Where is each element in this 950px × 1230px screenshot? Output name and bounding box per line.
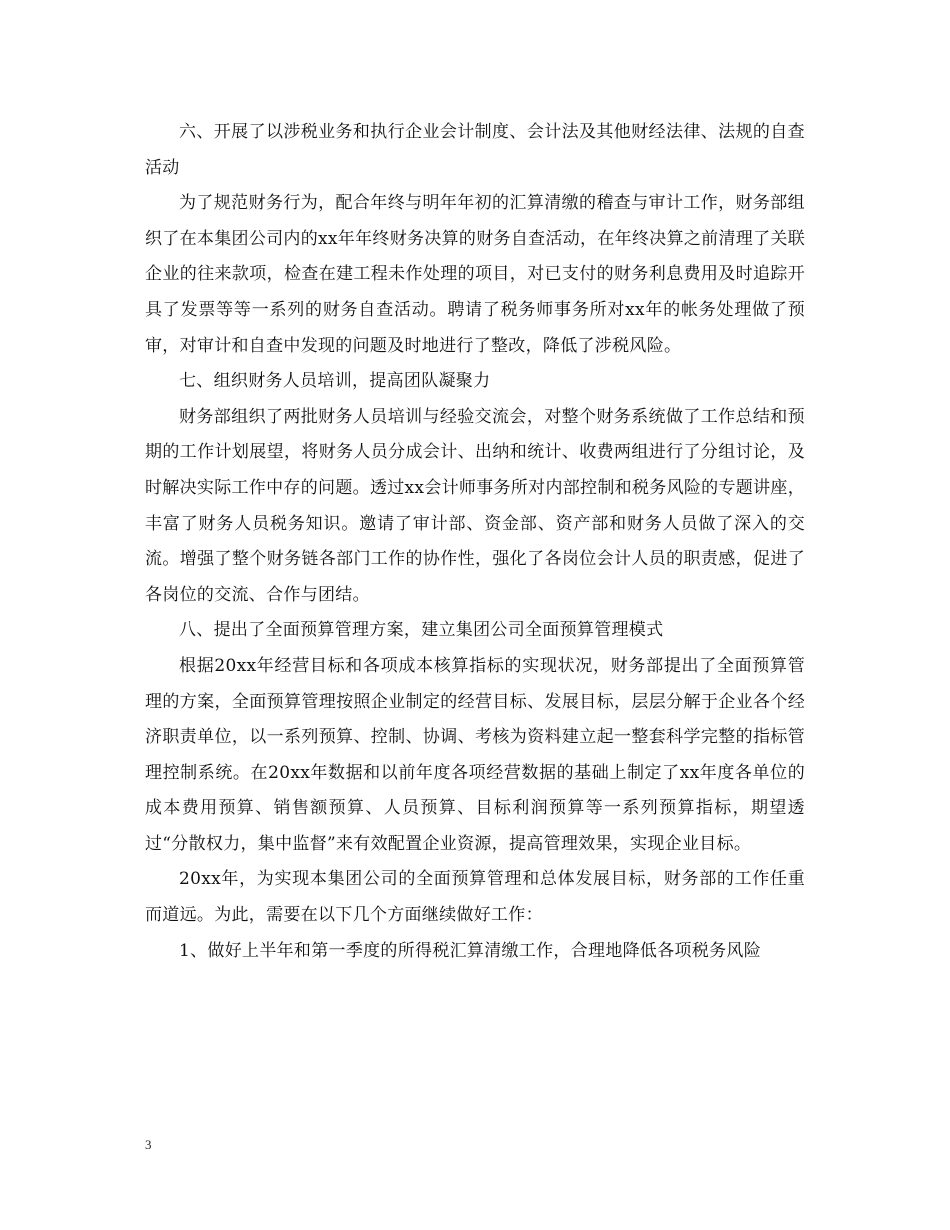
section-heading-6: 六、开展了以涉税业务和执行企业会计制度、会计法及其他财经法律、法规的自查活动 bbox=[145, 122, 805, 178]
page-number: 3 bbox=[145, 1137, 152, 1152]
paragraph-self-inspection: 为了规范财务行为，配合年终与明年年初的汇算清缴的稽查与审计工作，财务部组织了在本集团公司内的xx年年终财务决算的财务自查活动，在年终决算之前清理了关联企业的往来款项，检查在建工程未作处理的项目，对已支付的财务利息费用及时追踪开具了发票等等一系列的财务自查活动。聘请了税务师事务所对xx年的帐务处理做了预审，对审计和自查中发现的问题及时地进行了整改，降低了涉税风险。 bbox=[145, 193, 805, 356]
section-heading-7: 七、组织财务人员培训，提高团队凝聚力 bbox=[179, 371, 491, 392]
paragraph-training: 财务部组织了两批财务人员培训与经验交流会，对整个财务系统做了工作总结和预期的工作计划展望，将财务人员分成会计、出纳和统计、收费两组进行了分组讨论，及时解决实际工作中存的问题。透过xx会计师事务所对内部控制和税务风险的专题讲座，丰富了财务人员税务知识。邀请了审计部、资金部、资产部和财务人员做了深入的交流。增强了整个财务链各部门工作的协作性，强化了各岗位会计人员的职责感，促进了各岗位的交流、合作与团结。 bbox=[145, 406, 805, 605]
section-heading-8: 八、提出了全面预算管理方案，建立集团公司全面预算管理模式 bbox=[179, 620, 664, 641]
paragraph-outlook: 20xx年，为实现本集团公司的全面预算管理和总体发展目标，财务部的工作任重而道远。为此，需要在以下几个方面继续做好工作： bbox=[145, 869, 805, 926]
document-page bbox=[145, 115, 805, 969]
paragraph-budget-management: 根据20xx年经营目标和各项成本核算指标的实现状况，财务部提出了全面预算管理的方案，全面预算管理按照企业制定的经营目标、发展目标，层层分解于企业各个经济职责单位，以一系列预算、控制、协调、考核为资料建立起一整套科学完整的指标管理控制系统。在20xx年数据和以前年度各项经营数据的基础上制定了xx年度各单位的成本费用预算、销售额预算、人员预算、目标利润预算等一系列预算指标，期望透过“分散权力，集中监督”来有效配置企业资源，提高管理效果，实现企业目标。 bbox=[145, 655, 805, 854]
list-item-1: 1、做好上半年和第一季度的所得税汇算清缴工作，合理地降低各项税务风险 bbox=[179, 940, 762, 961]
